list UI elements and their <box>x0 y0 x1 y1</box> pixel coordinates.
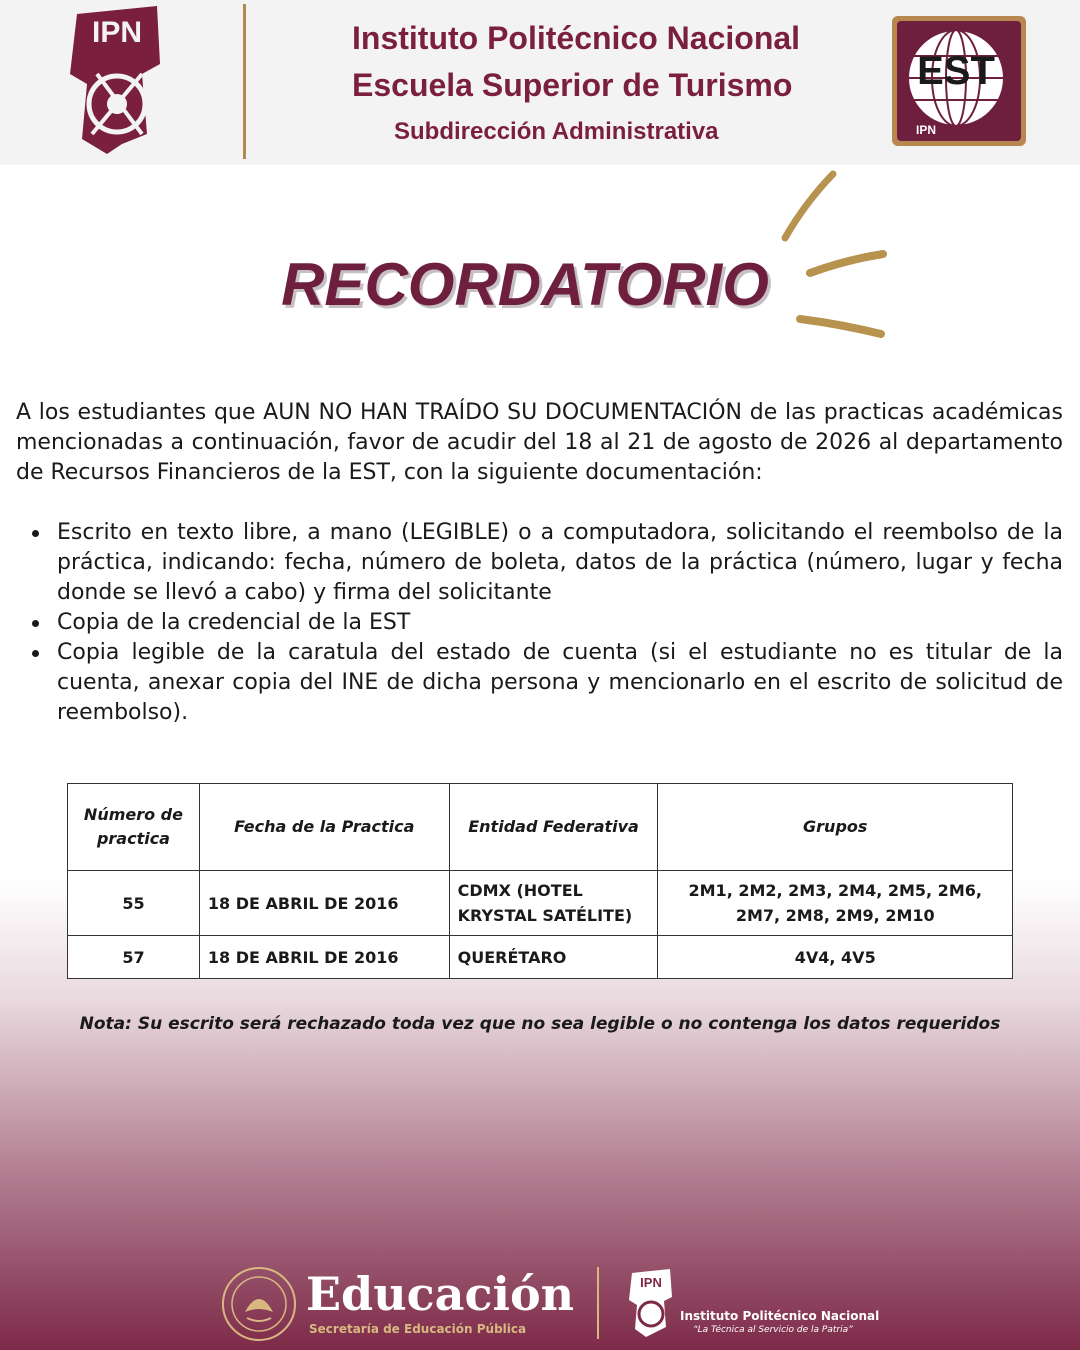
education-wordmark: Educación <box>306 1267 575 1321</box>
column-header-numero: Número de practica <box>68 784 200 871</box>
cell-numero: 55 <box>68 871 200 936</box>
intro-paragraph: A los estudiantes que AUN NO HAN TRAÍDO SU DOCUMENTACIÓN de las practicas académicas mencionadas a continuación, favor de acudir del 18 al 21 de agosto de 2026 al departamento de Recursos Financieros de la EST, con la siguiente documentación: <box>16 400 1063 485</box>
list-item-text: Copia de la credencial de la EST <box>57 610 411 635</box>
footer-institute-name: Instituto Politécnico Nacional <box>680 1309 880 1323</box>
cell-numero: 57 <box>68 936 200 979</box>
page-title <box>0 250 1080 319</box>
page-title-text: RECORDATORIO <box>281 251 769 318</box>
est-logo-icon <box>892 16 1026 146</box>
header-banner <box>0 0 1080 165</box>
national-seal-icon <box>221 1266 297 1342</box>
ipn-logo-text: IPN <box>91 16 143 49</box>
list-item <box>16 608 1063 638</box>
bullet-icon <box>32 650 39 657</box>
bullet-icon <box>32 620 39 627</box>
table-row <box>68 936 1013 979</box>
list-item-text: Copia legible de la caratula del estado de cuenta (si el estudiante no es titular de la cuenta, anexar copia del INE de dicha persona y mencionarlo en el escrito de solicitud de reembolso). <box>57 640 1063 725</box>
est-logo-text: EST <box>917 49 995 93</box>
list-item-text: Escrito en texto libre, a mano (LEGIBLE) o a computadora, solicitando el reembolso de la práctica, indicando: fecha, número de boleta, datos de la práctica (número, lugar y fecha donde se llevó a cabo) y firma del solicitante <box>57 520 1063 605</box>
list-item <box>16 638 1063 728</box>
column-header-fecha: Fecha de la Practica <box>199 784 449 871</box>
cell-entidad: CDMX (HOTEL KRYSTAL SATÉLITE) <box>449 871 658 936</box>
practices-table <box>67 783 1013 979</box>
list-item <box>16 518 1063 608</box>
school-name: Escuela Superior de Turismo <box>352 67 793 103</box>
institute-name: Instituto Politécnico Nacional <box>352 20 801 56</box>
footer-divider <box>597 1267 599 1339</box>
footer <box>0 1255 1080 1350</box>
table-row <box>68 871 1013 936</box>
column-header-entidad: Entidad Federativa <box>449 784 658 871</box>
department-name: Subdirección Administrativa <box>394 118 719 145</box>
table-header-row <box>68 784 1013 871</box>
svg-text:IPN: IPN <box>640 1275 662 1290</box>
note-text: Nota: Su escrito será rechazado toda vez que no sea legible o no contenga los datos requeridos <box>79 1014 1001 1034</box>
cell-grupos: 4V4, 4V5 <box>658 936 1013 979</box>
ipn-footer-logo-icon <box>626 1267 676 1339</box>
cell-fecha: 18 DE ABRIL DE 2016 <box>199 871 449 936</box>
est-logo-sub: IPN <box>916 123 937 137</box>
bullet-icon <box>32 530 39 537</box>
cell-entidad: QUERÉTARO <box>449 936 658 979</box>
cell-fecha: 18 DE ABRIL DE 2016 <box>199 936 449 979</box>
sep-name: Secretaría de Educación Pública <box>309 1322 527 1336</box>
header-divider <box>243 4 246 159</box>
column-header-grupos: Grupos <box>658 784 1013 871</box>
ipn-logo-icon <box>62 4 172 159</box>
cell-grupos: 2M1, 2M2, 2M3, 2M4, 2M5, 2M6, 2M7, 2M8, 2M9, 2M10 <box>658 871 1013 936</box>
requirements-list <box>16 518 1063 728</box>
footer-motto: “La Técnica al Servicio de la Patria” <box>693 1325 853 1335</box>
